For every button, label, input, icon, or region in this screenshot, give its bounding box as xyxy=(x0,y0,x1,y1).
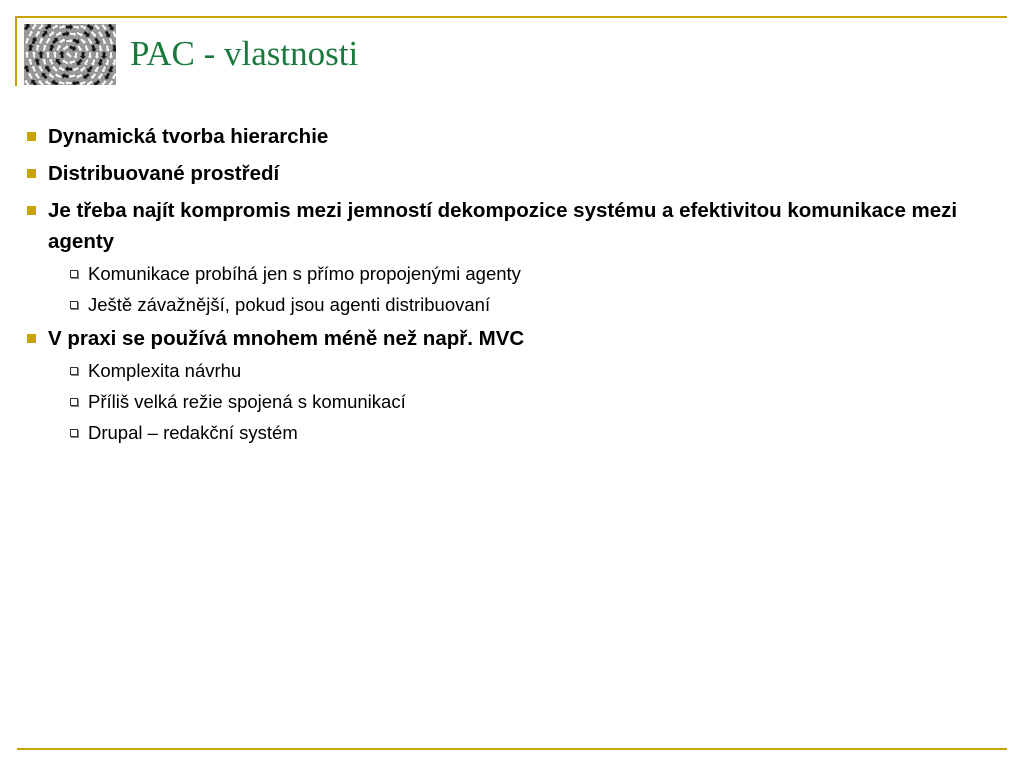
hollow-square-bullet-icon xyxy=(70,270,78,278)
list-subitem xyxy=(0,420,988,445)
list-item xyxy=(0,158,988,189)
arrows-logo-icon xyxy=(24,24,116,85)
list-subitem xyxy=(0,358,988,383)
hollow-square-bullet-icon xyxy=(70,367,78,375)
bullet-text: V praxi se používá mnohem méně než např. MVC xyxy=(48,327,525,350)
bottom-divider xyxy=(17,748,1007,750)
hollow-square-bullet-icon xyxy=(70,429,78,437)
hollow-square-bullet-icon xyxy=(70,301,78,309)
slide-title: PAC - vlastnosti xyxy=(130,34,359,73)
bullet-text: Dynamická tvorba hierarchie xyxy=(48,125,329,148)
bullet-text: Distribuované prostředí xyxy=(48,162,280,185)
list-subitem xyxy=(0,261,988,286)
list-item xyxy=(0,323,988,354)
top-divider xyxy=(17,16,1007,18)
square-bullet-icon xyxy=(27,334,36,343)
bullet-list xyxy=(0,121,1024,451)
square-bullet-icon xyxy=(27,169,36,178)
hollow-square-bullet-icon xyxy=(70,398,78,406)
list-item xyxy=(0,121,988,152)
subbullet-text: Komunikace probíhá jen s přímo propojenými agenty xyxy=(88,263,521,284)
square-bullet-icon xyxy=(27,132,36,141)
list-subitem xyxy=(0,292,988,317)
subbullet-text: Drupal – redakční systém xyxy=(88,422,298,443)
list-item xyxy=(0,195,988,257)
subbullet-text: Ještě závažnější, pokud jsou agenti distribuovaní xyxy=(88,294,491,315)
list-subitem xyxy=(0,389,988,414)
subbullet-text: Příliš velká režie spojená s komunikací xyxy=(88,391,406,412)
subbullet-text: Komplexita návrhu xyxy=(88,360,242,381)
left-divider xyxy=(15,16,17,86)
square-bullet-icon xyxy=(27,206,36,215)
bullet-text: Je třeba najít kompromis mezi jemností dekompozice systému a efektivitou komunikace mezi agenty xyxy=(48,199,958,253)
